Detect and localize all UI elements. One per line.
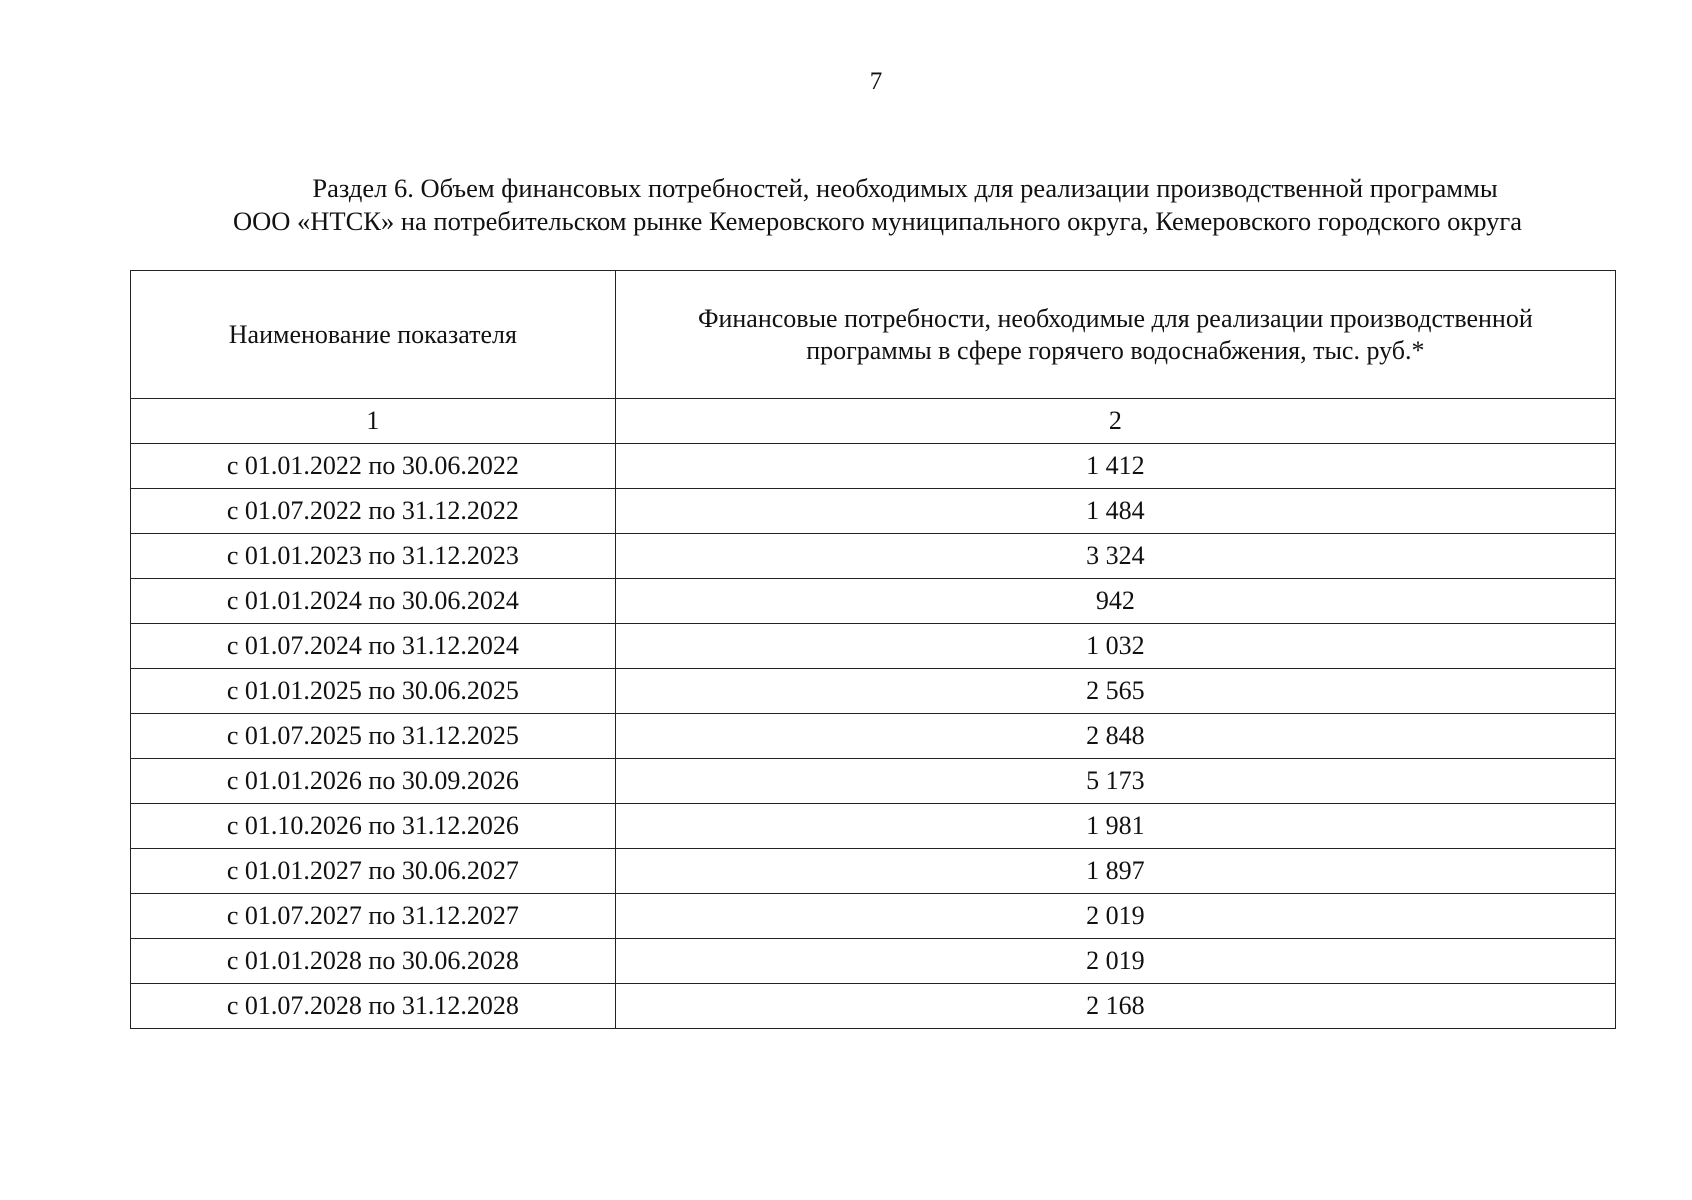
table-row (131, 534, 1616, 579)
period-cell: с 01.07.2024 по 31.12.2024 (131, 624, 616, 669)
table-row (131, 489, 1616, 534)
value-cell: 1 981 (615, 804, 1615, 849)
period-cell: с 01.01.2022 по 30.06.2022 (131, 444, 616, 489)
period-cell: с 01.01.2026 по 30.09.2026 (131, 759, 616, 804)
period-cell: с 01.07.2027 по 31.12.2027 (131, 894, 616, 939)
section-heading (120, 172, 1635, 238)
table-row (131, 984, 1616, 1029)
value-cell: 1 032 (615, 624, 1615, 669)
financial-needs-table (130, 270, 1616, 1029)
value-cell: 1 897 (615, 849, 1615, 894)
period-cell: с 01.07.2025 по 31.12.2025 (131, 714, 616, 759)
period-cell: с 01.07.2022 по 31.12.2022 (131, 489, 616, 534)
header-indicator-name: Наименование показателя (131, 271, 616, 399)
value-cell: 2 019 (615, 939, 1615, 984)
table-row (131, 939, 1616, 984)
column-number-1: 1 (131, 399, 616, 444)
period-cell: с 01.01.2023 по 31.12.2023 (131, 534, 616, 579)
value-cell: 2 019 (615, 894, 1615, 939)
period-cell: с 01.01.2025 по 30.06.2025 (131, 669, 616, 714)
header-financial-needs-line-2: программы в сфере горячего водоснабжения, тыс. руб.* (806, 335, 1425, 365)
value-cell: 2 168 (615, 984, 1615, 1029)
period-cell: с 01.07.2028 по 31.12.2028 (131, 984, 616, 1029)
table-row (131, 894, 1616, 939)
value-cell: 2 565 (615, 669, 1615, 714)
period-cell: с 01.01.2024 по 30.06.2024 (131, 579, 616, 624)
table-row (131, 759, 1616, 804)
column-number-row (131, 399, 1616, 444)
value-cell: 5 173 (615, 759, 1615, 804)
table-row (131, 444, 1616, 489)
table-row (131, 849, 1616, 894)
header-financial-needs (615, 271, 1615, 399)
table-header-row (131, 271, 1616, 399)
section-heading-line-1: Раздел 6. Объем финансовых потребностей, необходимых для реализации производственной программы (312, 173, 1498, 203)
table-row (131, 624, 1616, 669)
value-cell: 1 412 (615, 444, 1615, 489)
table-row (131, 714, 1616, 759)
period-cell: с 01.01.2028 по 30.06.2028 (131, 939, 616, 984)
value-cell: 3 324 (615, 534, 1615, 579)
header-financial-needs-line-1: Финансовые потребности, необходимые для реализации производственной (697, 303, 1533, 333)
column-number-2: 2 (615, 399, 1615, 444)
value-cell: 942 (615, 579, 1615, 624)
table-row (131, 669, 1616, 714)
value-cell: 1 484 (615, 489, 1615, 534)
section-heading-line-2: ООО «НТСК» на потребительском рынке Кемеровского муниципального округа, Кемеровского городского округа (233, 206, 1522, 236)
period-cell: с 01.01.2027 по 30.06.2027 (131, 849, 616, 894)
page-number: 7 (869, 68, 883, 95)
table-row (131, 804, 1616, 849)
period-cell: с 01.10.2026 по 31.12.2026 (131, 804, 616, 849)
value-cell: 2 848 (615, 714, 1615, 759)
table-row (131, 579, 1616, 624)
